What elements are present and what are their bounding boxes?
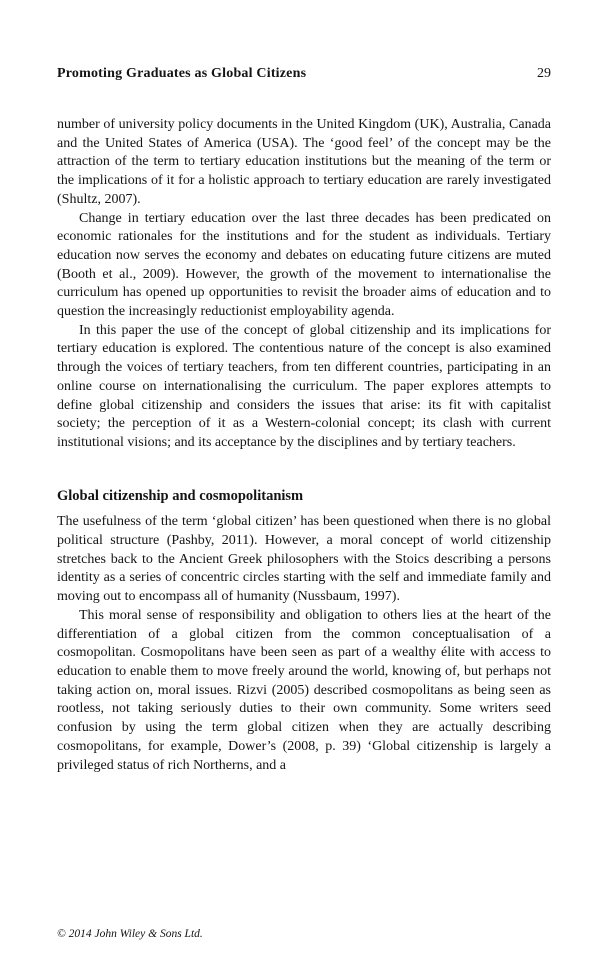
paragraph-intro-1: number of university policy documents in the United Kingdom (UK), Australia, Canada and the United States of America (USA). The ‘good feel’ of the concept may be the attraction of the term to tertiary education institutions but the meaning of the term or the implications of it for a holistic approach to tertiary education are rarely investigated (Shultz, 2007). <box>57 117 551 207</box>
paragraph-section-2: This moral sense of responsibility and obligation to others lies at the heart of the differentiation of a global citizen from the common conceptualisation of a cosmopolitan. Cosmopolitans have been seen as part of a wealthy élite with access to education to enable them to move freely around the world, knowing of, but perhaps not taking action on, moral issues. Rizvi (2005) described cosmopolitans as being seen as rootless, not taking seriously duties to their own community. Some writers seed confusion by using the term global citizen when they are actually describing cosmopolitans, for example, Dower’s (2008, p. 39) ‘Global citizenship is largely a privileged status of rich Northerns, and a <box>57 607 551 773</box>
running-head <box>57 66 551 82</box>
paragraph-section-1: The usefulness of the term ‘global citizen’ has been questioned when there is no global political structure (Pashby, 2011). However, a moral concept of world citizenship stretches back to the Ancient Greek philosophers with the Stoics describing a persons identity as a series of concentric circles starting with the self and immediate family and moving out to encompass all of humanity (Nussbaum, 1997). <box>57 514 551 605</box>
body-text <box>57 116 551 775</box>
copyright-notice: © 2014 John Wiley & Sons Ltd. <box>57 928 203 940</box>
page-number: 29 <box>537 66 551 81</box>
paragraph-intro-2: Change in tertiary education over the last three decades has been predicated on economic rationales for the institutions and for the student as individuals. Tertiary education now serves the economy and debates on educating future citizens are muted (Booth et al., 2009). However, the growth of the movement to internationalise the curriculum has opened up opportunities to revisit the broader aims of education and to question the increasingly reductionist employability agenda. <box>57 210 551 320</box>
section-heading: Global citizenship and cosmopolitanism <box>57 487 304 504</box>
page-footer <box>57 928 203 940</box>
running-title: Promoting Graduates as Global Citizens <box>57 66 307 81</box>
paragraph-intro-3: In this paper the use of the concept of global citizenship and its implications for tertiary education is explored. The contentious nature of the concept is also examined through the voices of tertiary teachers, from ten different countries, participating in an online course on internationalising the curriculum. The paper explores attempts to define global citizenship and considers the issues that arise: its fit with capitalist society; the perception of it as a Western-colonial concept; its clash with current institutional visions; and its acceptance by the disciplines and by tertiary teachers. <box>57 322 551 450</box>
